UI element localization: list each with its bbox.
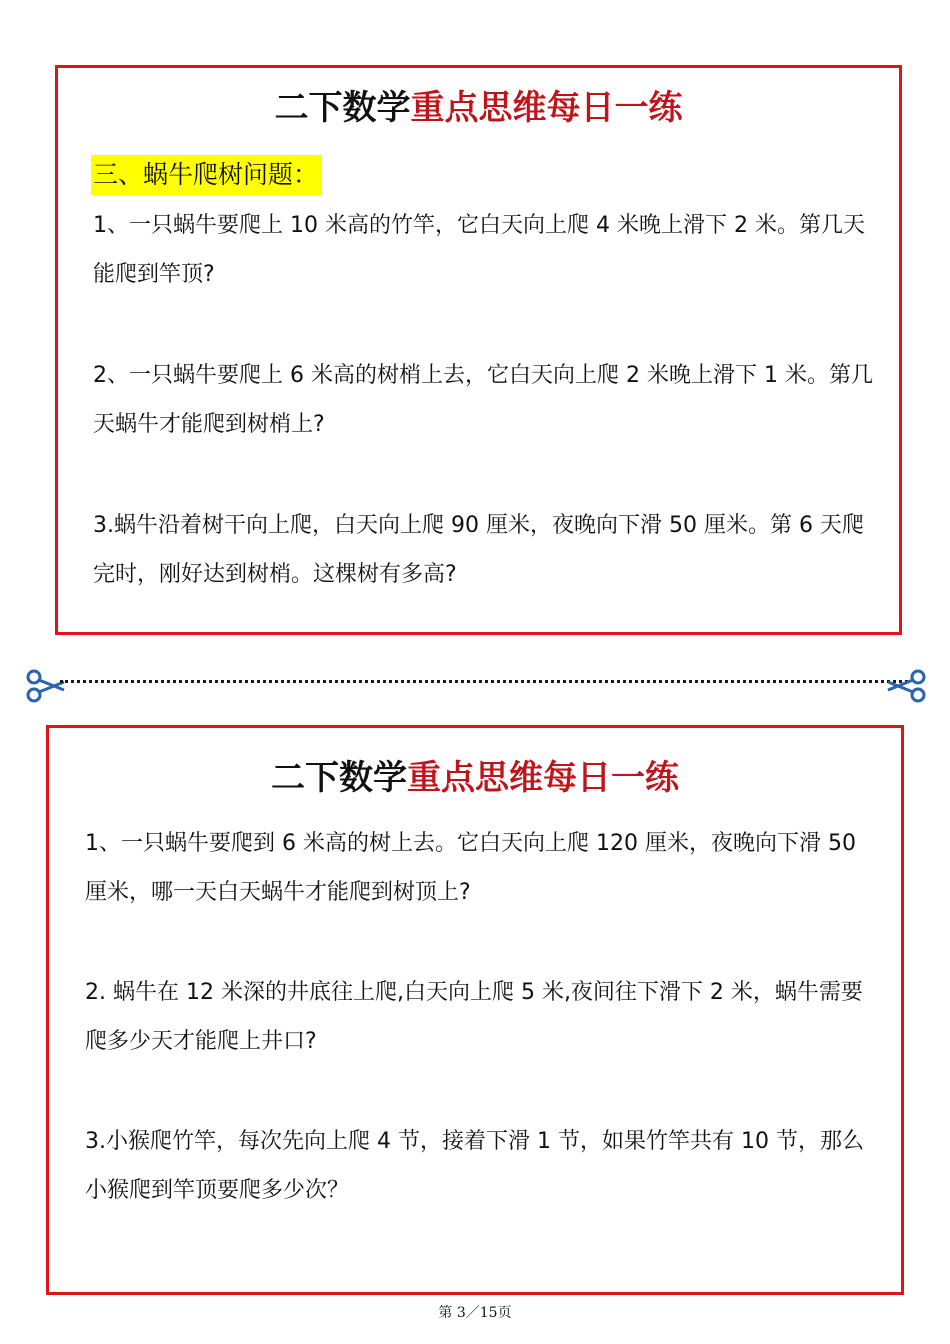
card-1-question-1: 1、一只蜗牛要爬上 10 米高的竹竿，它白天向上爬 4 米晚上滑下 2 米。第几天能爬到竿顶? [93, 213, 865, 287]
card-2-title-red: 重点思维每日一练 [407, 758, 679, 798]
worksheet-card-1 [55, 65, 902, 635]
cut-line-divider [60, 680, 908, 683]
card-1-question-2: 2、一只蜗牛要爬上 6 米高的树梢上去，它白天向上爬 2 米晚上滑下 1 米。第几天蜗牛才能爬到树梢上? [93, 363, 873, 437]
card-2-question-2: 2. 蜗牛在 12 米深的井底往上爬,白天向上爬 5 米,夜间往下滑下 2 米，蜗牛需要爬多少天才能爬上井口? [85, 980, 863, 1054]
card-2-title-black: 二下数学 [271, 758, 407, 798]
card-1-title [58, 88, 899, 128]
card-2-question-3: 3.小猴爬竹竿，每次先向上爬 4 节，接着下滑 1 节，如果竹竿共有 10 节，那么小猴爬到竿顶要爬多少次？ [85, 1129, 864, 1203]
section-heading: 三、蜗牛爬树问题： [91, 155, 322, 195]
worksheet-card-2 [46, 725, 904, 1295]
scissors-icon [886, 668, 926, 704]
card-1-title-black: 二下数学 [274, 88, 411, 128]
scissors-icon [26, 668, 66, 704]
card-2-question-1: 1、一只蜗牛要爬到 6 米高的树上去。它白天向上爬 120 厘米，夜晚向下滑 50 厘米，哪一天白天蜗牛才能爬到树顶上? [85, 831, 856, 905]
card-2-title [49, 758, 901, 798]
page-number: 第 3／15页 [438, 1305, 512, 1321]
card-1-question-3: 3.蜗牛沿着树干向上爬，白天向上爬 90 厘米，夜晚向下滑 50 厘米。第 6 天爬完时，刚好达到树梢。这棵树有多高? [93, 513, 864, 587]
card-1-title-red: 重点思维每日一练 [410, 88, 683, 128]
